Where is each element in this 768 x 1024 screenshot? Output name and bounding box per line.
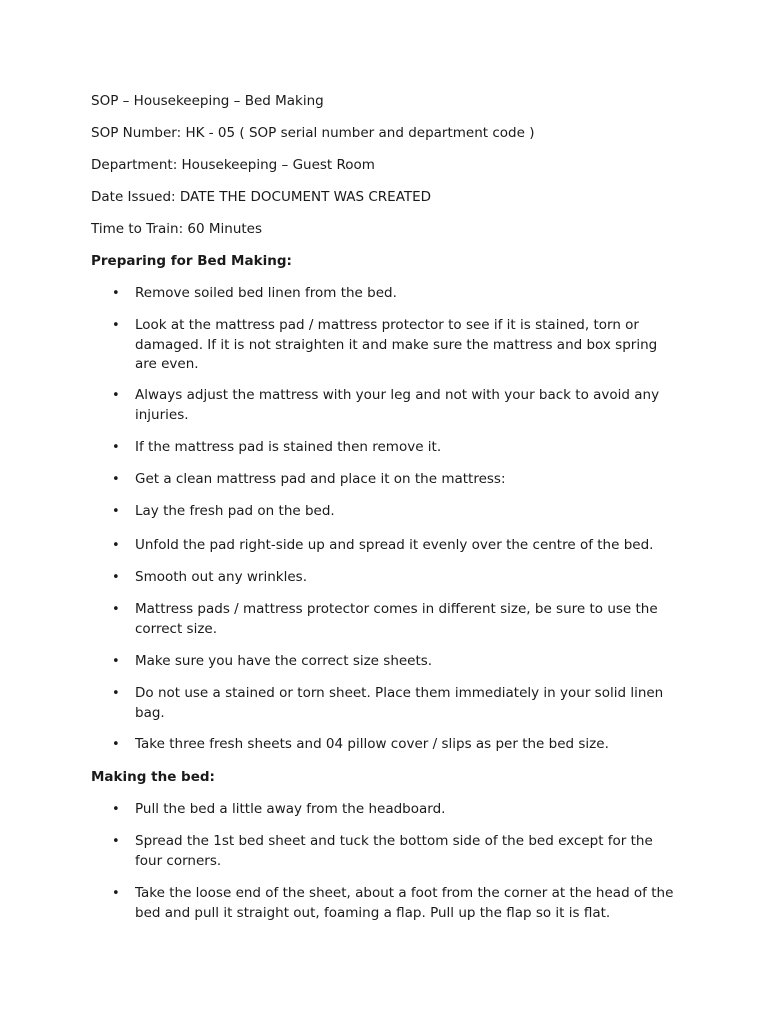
- section-heading-making: Making the bed:: [91, 769, 215, 785]
- list-item: [112, 684, 682, 723]
- bullet-icon: •: [112, 802, 120, 817]
- bullet-icon: •: [112, 570, 120, 585]
- list-item: [112, 284, 682, 304]
- bullet-icon: •: [112, 318, 120, 333]
- bullet-icon: •: [112, 440, 120, 455]
- bullet-icon: •: [112, 472, 120, 487]
- bullet-icon: •: [112, 686, 120, 701]
- list-item-text: Pull the bed a little away from the headboard.: [135, 801, 446, 817]
- bullet-icon: •: [112, 602, 120, 617]
- bullet-icon: •: [112, 286, 120, 301]
- list-item-text: Do not use a stained or torn sheet. Place them immediately in your solid linen bag.: [135, 685, 664, 721]
- list-item-text: Always adjust the mattress with your leg and not with your back to avoid any injuries.: [135, 387, 660, 423]
- section-heading-preparing: Preparing for Bed Making:: [91, 253, 292, 269]
- time-to-train-line: Time to Train: 60 Minutes: [91, 221, 263, 237]
- list-item: [112, 800, 682, 820]
- list-item-text: Look at the mattress pad / mattress protector to see if it is stained, torn or damaged. If it is not straighten it and make sure the mattress and box spring are even.: [135, 317, 658, 372]
- list-item-text: Get a clean mattress pad and place it on the mattress:: [135, 471, 506, 487]
- list-item-text: Make sure you have the correct size sheets.: [135, 653, 433, 669]
- bullet-icon: •: [112, 388, 120, 403]
- list-item-text: Remove soiled bed linen from the bed.: [135, 285, 397, 301]
- list-item: [112, 316, 682, 375]
- list-item: [112, 386, 682, 425]
- document-title: SOP – Housekeeping – Bed Making: [91, 93, 324, 109]
- list-item: [112, 600, 682, 639]
- list-item-text: Unfold the pad right-side up and spread it evenly over the centre of the bed.: [135, 537, 654, 553]
- list-item-text: Take three fresh sheets and 04 pillow cover / slips as per the bed size.: [135, 736, 609, 752]
- list-item: [112, 832, 682, 871]
- list-item-text: Lay the fresh pad on the bed.: [135, 503, 335, 519]
- list-item: [112, 502, 682, 522]
- bullet-icon: •: [112, 538, 120, 553]
- list-item-text: If the mattress pad is stained then remove it.: [135, 439, 442, 455]
- list-item: [112, 438, 682, 458]
- bullet-icon: •: [112, 504, 120, 519]
- list-item-text: Mattress pads / mattress protector comes in different size, be sure to use the correct size.: [135, 601, 658, 637]
- bullet-icon: •: [112, 886, 120, 901]
- bullet-icon: •: [112, 737, 120, 752]
- bullet-icon: •: [112, 834, 120, 849]
- list-item-text: Take the loose end of the sheet, about a foot from the corner at the head of the bed and pull it straight out, foaming a flap. Pull up the flap so it is flat.: [135, 885, 674, 921]
- list-item: [112, 735, 682, 755]
- list-item: [112, 568, 682, 588]
- bullet-icon: •: [112, 654, 120, 669]
- date-issued-line: Date Issued: DATE THE DOCUMENT WAS CREATED: [91, 189, 432, 205]
- list-item: [112, 470, 682, 490]
- department-line: Department: Housekeeping – Guest Room: [91, 157, 375, 173]
- list-item: [112, 652, 682, 672]
- list-item-text: Smooth out any wrinkles.: [135, 569, 307, 585]
- list-item: [112, 536, 682, 556]
- sop-number-line: SOP Number: HK - 05 ( SOP serial number and department code ): [91, 125, 535, 141]
- list-item: [112, 884, 682, 923]
- list-item-text: Spread the 1st bed sheet and tuck the bottom side of the bed except for the four corners.: [135, 833, 653, 869]
